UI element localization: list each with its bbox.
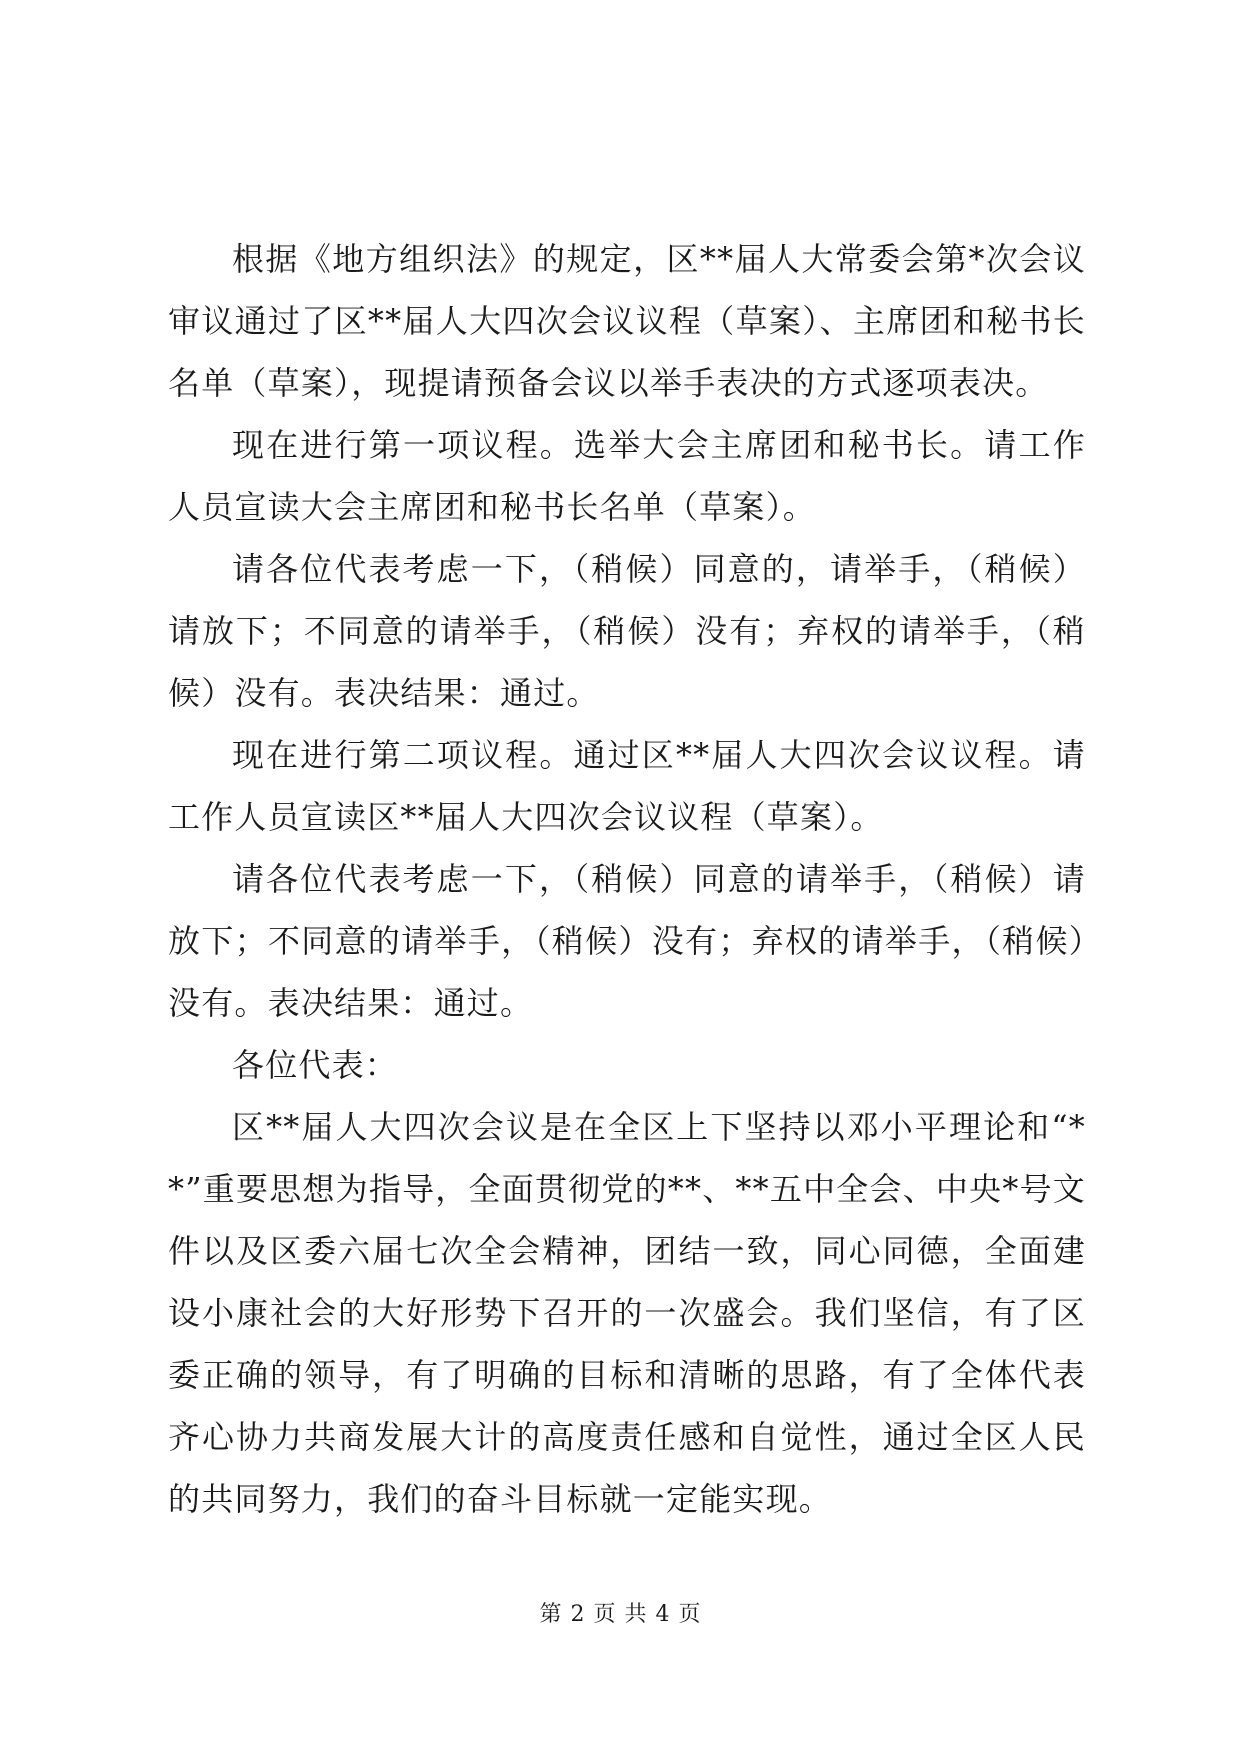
paragraph-vote-one: 请各位代表考虑一下，（稍候）同意的，请举手，（稍候）请放下；不同意的请举手，（稍候）没有；弃权的请举手，（稍候）没有。表决结果：通过。 (168, 550, 1086, 712)
paragraph-legal-basis: 根据《地方组织法》的规定，区**届人大常委会第*次会议审议通过了区**届人大四次会议议程（草案）、主席团和秘书长名单（草案），现提请预备会议以举手表决的方式逐项表决。 (168, 240, 1086, 402)
paragraph-salutation: 各位代表： (232, 1046, 399, 1084)
paragraph-agenda-item-two: 现在进行第二项议程。通过区**届人大四次会议议程。请工作人员宣读区**届人大四次会议议程（草案）。 (168, 736, 1086, 836)
paragraph-vote-two: 请各位代表考虑一下，（稍候）同意的请举手，（稍候）请放下；不同意的请举手，（稍候）没有；弃权的请举手，（稍候）没有。表决结果：通过。 (168, 860, 1086, 1022)
page-footer: 第 2 页 共 4 页 (539, 1602, 702, 1627)
document-body (168, 228, 1086, 1530)
paragraph-closing-remarks: 区**届人大四次会议是在全区上下坚持以邓小平理论和“**”重要思想为指导，全面贯彻党的**、**五中全会、中央*号文件以及区委六届七次全会精神，团结一致，同心同德，全面建设小康社会的大好形势下召开的一次盛会。我们坚信，有了区委正确的领导，有了明确的目标和清晰的思路，有了全体代表齐心协力共商发展大计的高度责任感和自觉性，通过全区人民的共同努力，我们的奋斗目标就一定能实现。 (168, 1108, 1086, 1518)
paragraph-agenda-item-one: 现在进行第一项议程。选举大会主席团和秘书长。请工作人员宣读大会主席团和秘书长名单（草案）。 (168, 426, 1086, 526)
